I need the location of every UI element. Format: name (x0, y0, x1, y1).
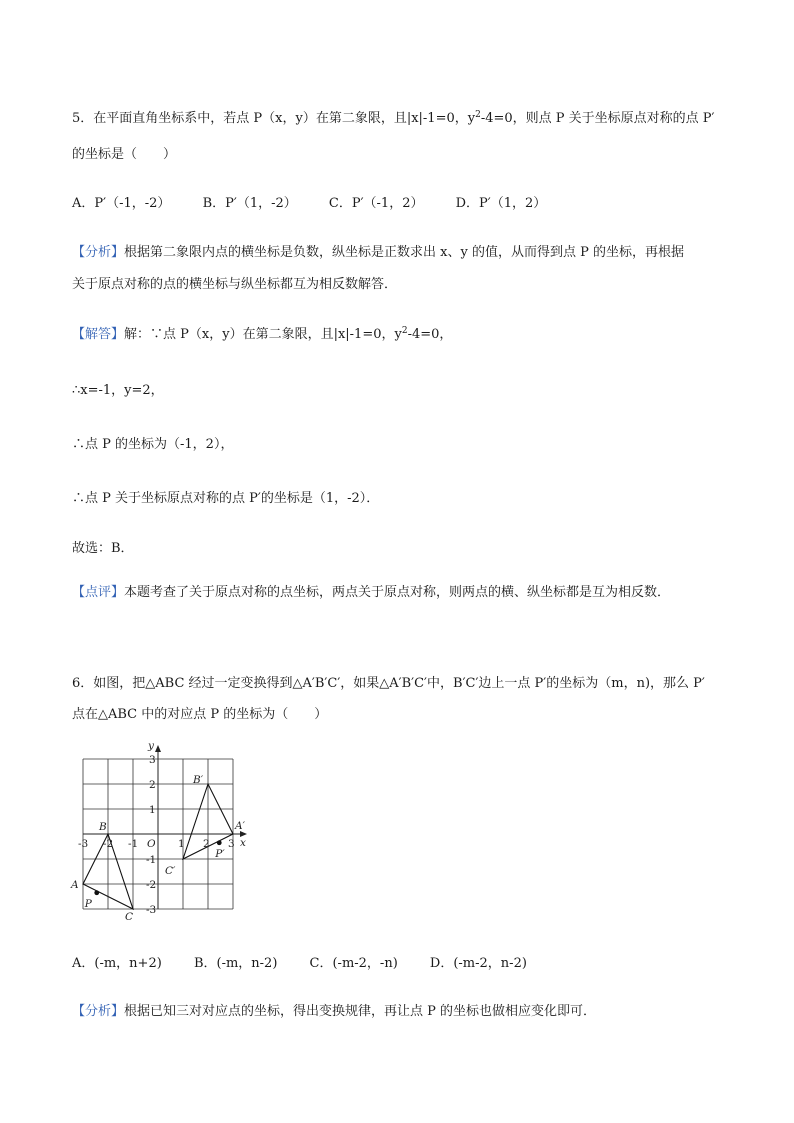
label-a: A (71, 879, 79, 891)
q5-option-d: D．P′（1，2） (455, 196, 547, 211)
q5-stem-superscript: 2 (475, 110, 481, 120)
point-p (94, 890, 99, 895)
q5-choice: 故选：B． (72, 541, 134, 556)
q5-solution-line-1 (72, 326, 452, 344)
y-tick-label: -2 (146, 879, 157, 891)
label-b: B (99, 821, 107, 833)
q6-option-b: B．(-m，n-2) (193, 956, 278, 971)
label-p-prime: P′ (215, 847, 225, 860)
q5-stem-line-1 (72, 110, 715, 128)
q5-analysis-line-2: 关于原点对称的点的横坐标与纵坐标都互为相反数解答． (72, 277, 398, 292)
q5-option-b: B．P′（1，-2） (202, 196, 297, 211)
label-c: C (125, 911, 134, 922)
q5-analysis-text-1: 根据第二象限内点的横坐标是负数，纵坐标是正数求出 x、y 的值，从而得到点 P 的坐标，再根据 (124, 245, 684, 260)
q5-stem-line-2: 的坐标是（ ） (72, 147, 177, 162)
q6-analysis-text: 根据已知三对对应点的坐标，得出变换规律，再让点 P 的坐标也做相应变化即可． (124, 1004, 597, 1019)
y-axis-label: y (148, 742, 154, 752)
y-tick-label: -1 (146, 854, 157, 866)
q6-option-d: D．(-m-2，n-2) (429, 956, 527, 971)
q5-solution-tag: 【解答】 (72, 327, 125, 342)
q6-options (72, 955, 527, 973)
y-axis-arrow (155, 745, 161, 752)
q6-option-c: C．(-m-2，-n) (309, 956, 398, 971)
x-tick-label: -1 (128, 838, 139, 850)
q5-step-2: ∴点 P 的坐标为（-1，2）， (72, 437, 234, 452)
q6-analysis-tag: 【分析】 (72, 1004, 125, 1019)
x-tick-label: 2 (203, 838, 210, 850)
y-tick-label: 1 (149, 804, 156, 816)
q5-option-c: C．P′（-1，2） (328, 196, 424, 211)
q6-analysis-line (72, 1003, 596, 1021)
x-tick-label: 3 (228, 838, 235, 850)
x-tick-label: 1 (178, 838, 185, 850)
y-tick-label: 3 (149, 754, 156, 766)
q5-option-a: A．P′（-1，-2） (72, 196, 171, 211)
q5-analysis-line-1 (72, 244, 684, 262)
x-axis-label: x (240, 837, 246, 849)
label-c-prime: C′ (165, 865, 176, 877)
label-b-prime: B′ (193, 774, 204, 786)
x-tick-label: -3 (78, 838, 89, 850)
q5-stem-part-b: -4=0，则点 P 关于坐标原点对称的点 P′ (480, 111, 715, 126)
q5-stem-part-a: 5．在平面直角坐标系中，若点 P（x，y）在第二象限，且|x|-1=0，y (72, 111, 476, 126)
q6-option-a: A．(-m，n+2) (72, 956, 162, 971)
label-p: P (84, 897, 92, 910)
q5-comment-text: 本题考查了关于原点对称的点坐标，两点关于原点对称，则两点的横、纵坐标都是互为相反数． (124, 585, 671, 600)
point-p-prime (217, 840, 222, 845)
x-tick-label: -2 (103, 838, 114, 850)
q5-solution-part-a: 解：∵点 P（x，y）在第二象限，且|x|-1=0，y (124, 327, 402, 342)
q5-analysis-tag: 【分析】 (72, 245, 125, 260)
q6-stem-line-1: 6．如图，把△ABC 经过一定变换得到△A′B′C′，如果△A′B′C′中，B′C′边上一点 P′的坐标为（m，n)，那么 P′ (72, 676, 705, 691)
coordinate-grid-figure (68, 742, 254, 922)
q5-options (72, 195, 546, 213)
q6-stem-line-2: 点在△ABC 中的对应点 P 的坐标为（ ） (72, 707, 328, 722)
q5-step-1: ∴x=-1，y=2， (72, 383, 164, 398)
q5-solution-superscript: 2 (401, 326, 408, 336)
origin-label: O (147, 838, 156, 850)
y-tick-label: -3 (146, 904, 157, 916)
q5-solution-part-b: -4=0， (407, 327, 453, 342)
q5-comment-line (72, 584, 670, 602)
q5-comment-tag: 【点评】 (72, 585, 125, 600)
label-a-prime: A′ (235, 820, 245, 832)
y-tick-label: 2 (149, 779, 156, 791)
q5-step-3: ∴点 P 关于坐标原点对称的点 P′的坐标是（1，-2）． (72, 491, 380, 506)
